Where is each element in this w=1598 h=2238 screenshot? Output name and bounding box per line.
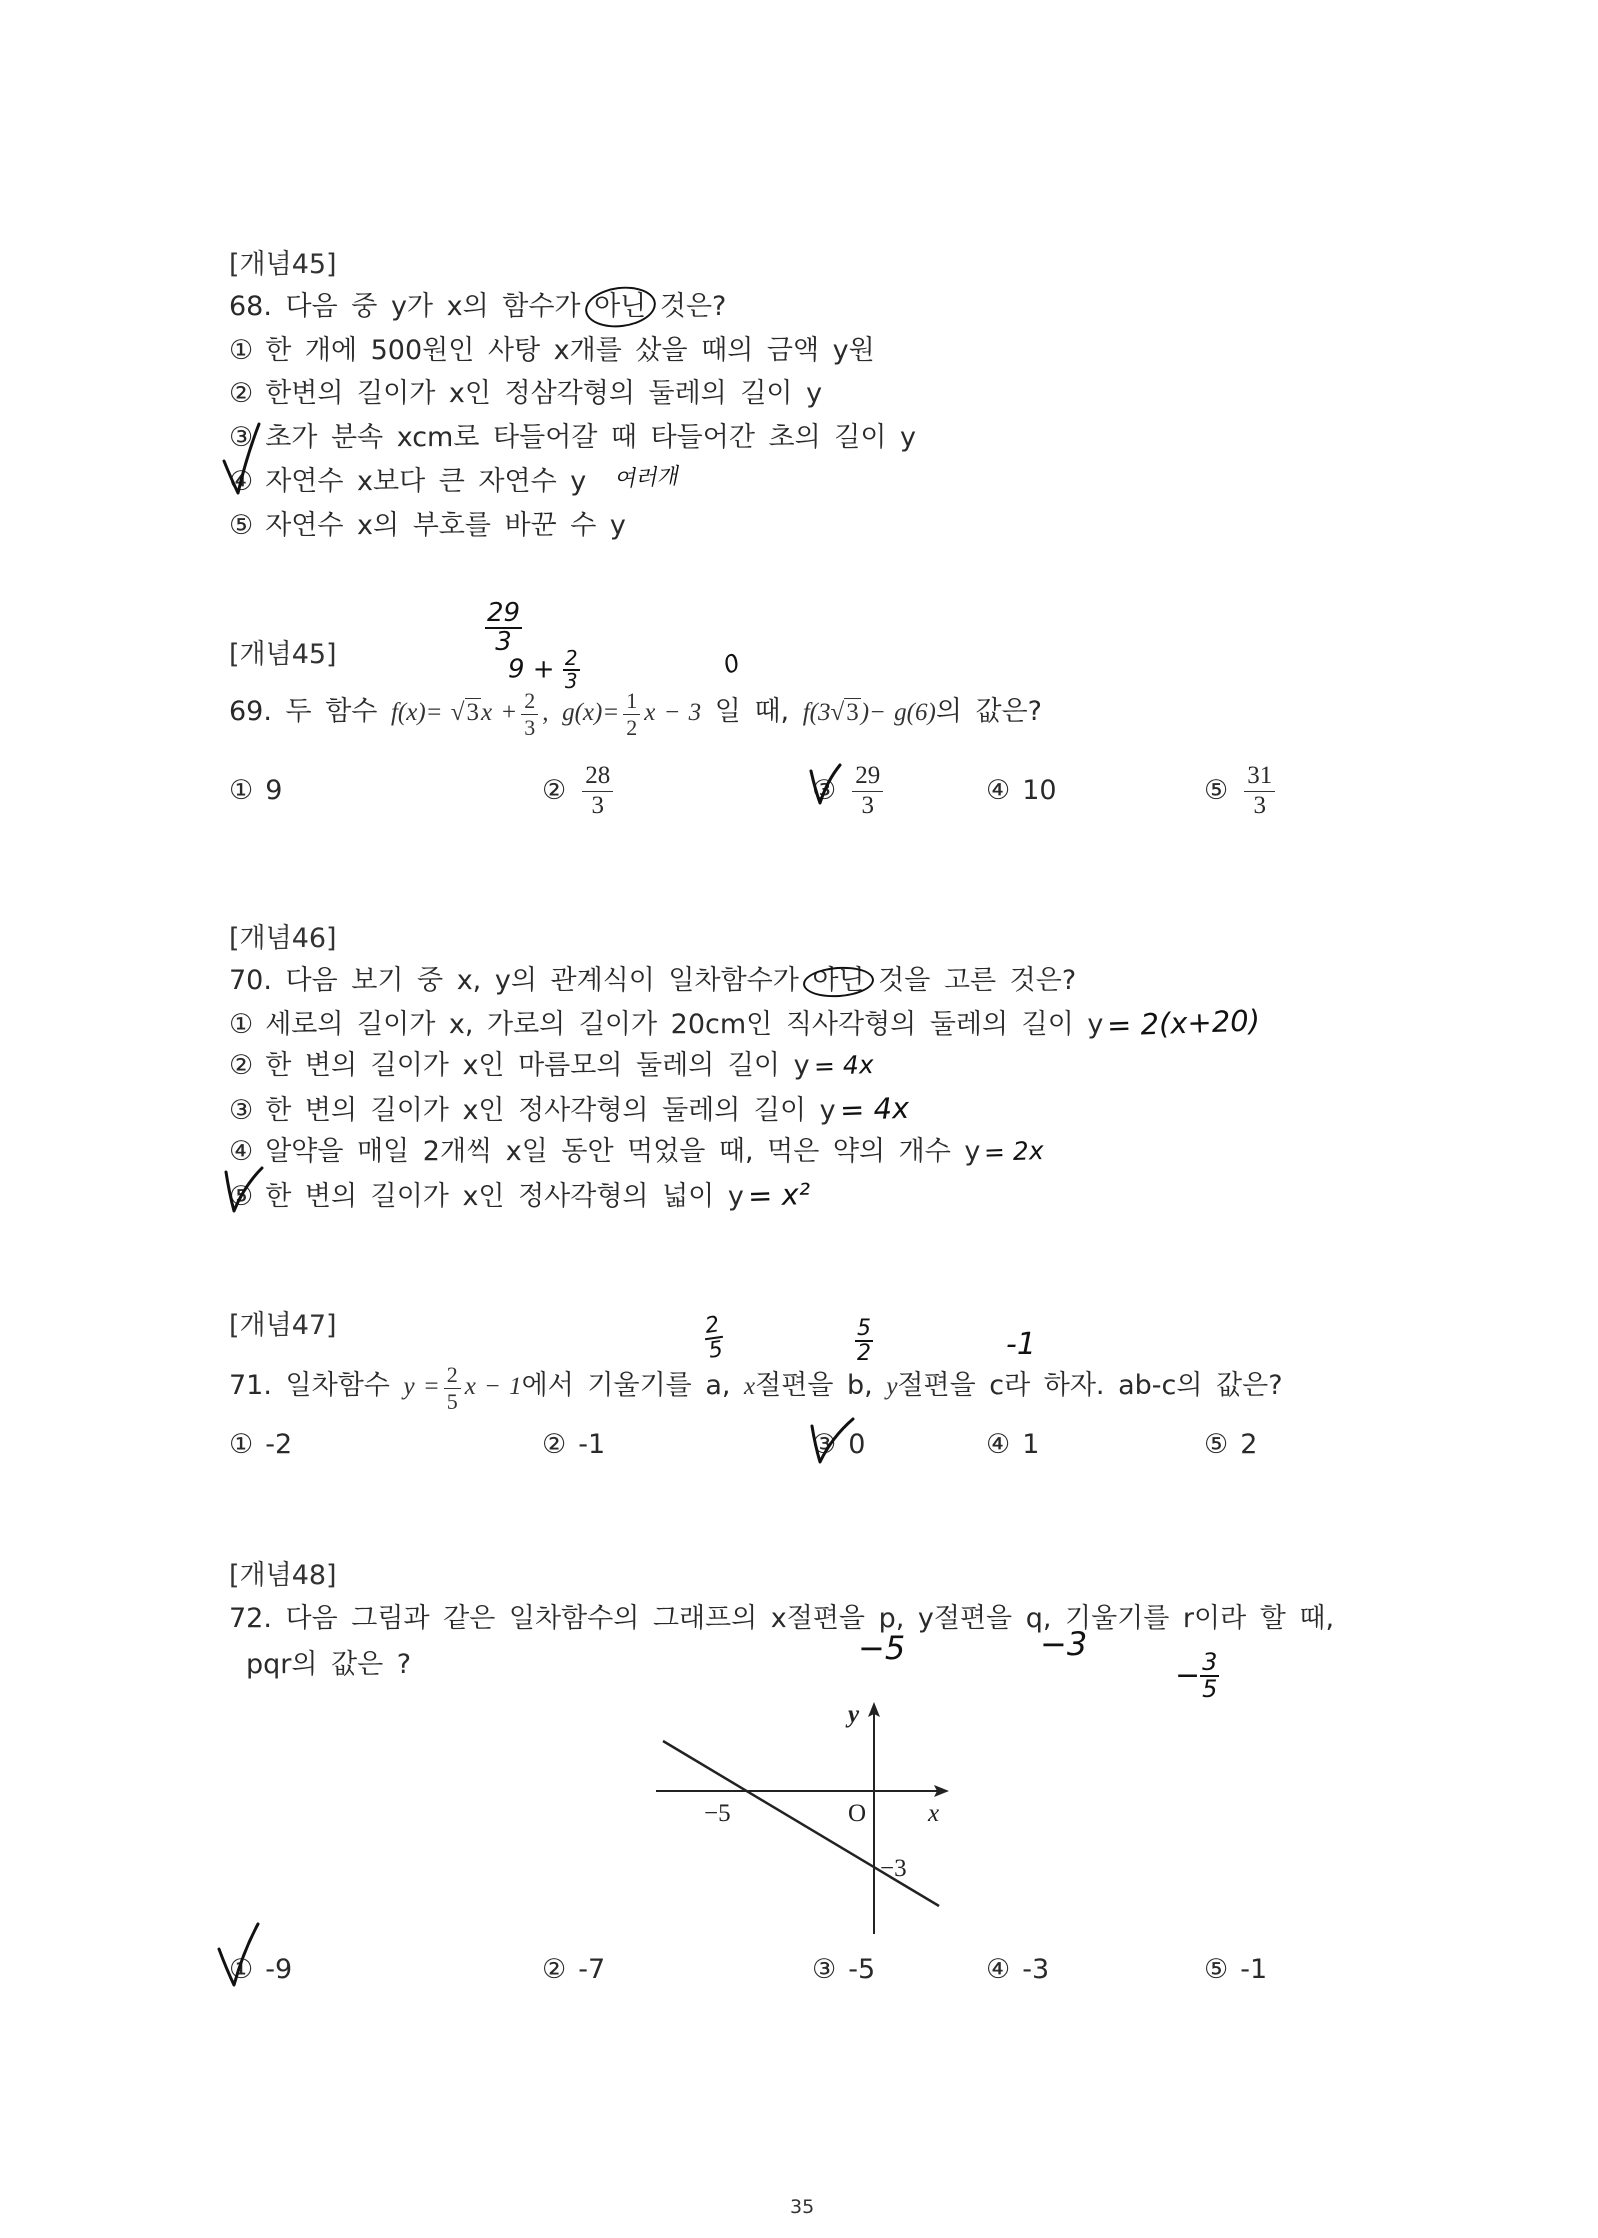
handwritten-y-intercept: -1 <box>1006 1327 1036 1362</box>
choice-5[interactable] <box>1204 760 1279 822</box>
x-variable: x <box>744 1373 756 1400</box>
choice-text: 한변의 길이가 x인 정삼각형의 둘레의 길이 y <box>265 378 823 409</box>
choice-mark: ② <box>542 775 567 806</box>
handwritten-formula: = 2(x+20) <box>1106 1003 1261 1043</box>
choice-3[interactable] <box>229 416 916 460</box>
denominator: 2 <box>623 714 640 740</box>
choice-mark: ④ <box>229 1136 254 1167</box>
math-expression-f <box>390 688 549 740</box>
choice-mark: ① <box>229 1954 254 1985</box>
stem-text: 의 값은? <box>935 696 1043 727</box>
choice-text: 한 변의 길이가 x인 정사각형의 넓이 y <box>265 1181 744 1212</box>
choice-text: 세로의 길이가 x, 가로의 길이가 20cm인 직사각형의 둘레의 길이 y <box>265 1009 1104 1040</box>
concept-tag: [개념48] <box>229 1560 337 1591</box>
stem-text: 다음 그림과 같은 일차함수의 그래프의 x절편을 p, y절편을 q, 기울기를 r이라 할 때, <box>285 1603 1335 1634</box>
choice-mark: ③ <box>229 422 254 453</box>
stem-text: 절편을 b, <box>755 1370 873 1401</box>
denominator: 3 <box>1244 791 1275 821</box>
question-number: 69. <box>229 696 272 727</box>
comma: , <box>542 699 549 726</box>
question-number: 68. <box>229 291 272 322</box>
denominator: 3 <box>582 791 613 821</box>
f-lhs: f(x)= <box>390 699 443 726</box>
choice-value: 2 <box>1240 1429 1258 1460</box>
question-71-stem <box>229 1355 1283 1417</box>
numerator: 1 <box>626 688 638 714</box>
choice-text: 자연수 x보다 큰 자연수 y <box>265 466 587 497</box>
question-68-stem <box>229 285 726 329</box>
choice-2[interactable] <box>229 372 822 416</box>
concept-tag: [개념47] <box>229 1310 337 1341</box>
question-72-stem <box>229 1597 1334 1641</box>
g-rest: x − 3 <box>644 699 702 726</box>
choice-mark: ④ <box>986 775 1011 806</box>
choice-5[interactable] <box>229 1173 810 1217</box>
question-69-choices <box>0 760 1598 822</box>
choice-5[interactable] <box>229 504 626 548</box>
math-expression-g <box>562 688 702 740</box>
stem-text: 일차함수 <box>285 1370 390 1401</box>
choice-mark: ② <box>229 378 254 409</box>
choice-mark: ⑤ <box>229 1181 254 1212</box>
numerator: 29 <box>487 598 521 628</box>
handwritten-r-value <box>1175 1650 1219 1702</box>
handwritten-fraction <box>1200 1650 1219 1702</box>
stem-text: 일 때, <box>714 696 790 727</box>
choice-text: 자연수 x의 부호를 바꾼 수 y <box>265 510 626 541</box>
choice-mark: ② <box>542 1954 567 1985</box>
circled-word <box>812 959 864 1003</box>
choice-text: 한 변의 길이가 x인 마름모의 둘레의 길이 y <box>265 1050 810 1081</box>
choice-mark: ④ <box>986 1954 1011 1985</box>
numerator: 2 <box>564 646 578 670</box>
question-number: 70. <box>229 965 272 996</box>
stem-text: 절편을 c라 하자. ab-c의 값은? <box>897 1370 1283 1401</box>
handwritten-q-value: −3 <box>1040 1625 1088 1663</box>
expr-lhs: f(3 <box>802 699 831 726</box>
fraction <box>623 688 640 740</box>
stem-text: 것은? <box>659 291 727 322</box>
radical-sign: √ <box>450 699 465 726</box>
choice-text: 한 변의 길이가 x인 정사각형의 둘레의 길이 y <box>265 1095 836 1126</box>
math-expression <box>403 1362 522 1414</box>
handwritten-check-icon <box>805 759 847 809</box>
radical-sign: √ <box>830 699 845 726</box>
denominator: 3 <box>852 791 883 821</box>
choice-mark: ⑤ <box>229 510 254 541</box>
choice-mark: ③ <box>812 775 837 806</box>
radicand: 3 <box>466 699 480 726</box>
denominator: 5 <box>705 1336 726 1363</box>
eq-rhs: x − 1 <box>464 1373 522 1400</box>
numerator: 28 <box>585 762 611 790</box>
choice-value: -3 <box>1022 1954 1050 1985</box>
g-lhs: g(x)= <box>562 699 620 726</box>
handwritten-formula: = 4x <box>839 1090 910 1128</box>
choice-mark: ③ <box>229 1095 254 1126</box>
choice-mark: ⑤ <box>1204 1954 1229 1985</box>
choice-mark: ③ <box>812 1954 837 1985</box>
choice-value: -1 <box>578 1429 606 1460</box>
expr-rhs: )− g(6) <box>860 699 936 726</box>
stem-text: 다음 보기 중 x, y의 관계식이 일차함수가 <box>285 965 799 996</box>
handwritten-p-value: −5 <box>858 1629 906 1667</box>
choice-mark: ① <box>229 1009 254 1040</box>
choice-1[interactable] <box>229 329 875 373</box>
handwritten-check-icon <box>218 418 266 500</box>
concept-tag: [개념45] <box>229 249 337 280</box>
choice-value: 0 <box>848 1429 866 1460</box>
fraction <box>444 1362 461 1414</box>
page-number: 35 <box>790 2196 815 2218</box>
circled-word <box>594 285 646 329</box>
choice-text: 초가 분속 xcm로 타들어갈 때 타들어간 초의 길이 y <box>265 422 916 453</box>
x-intercept-label: −5 <box>704 1800 731 1827</box>
numerator: 2 <box>446 1362 458 1388</box>
handwritten-formula: = 2x <box>983 1135 1045 1168</box>
numerator: 29 <box>855 762 881 790</box>
stem-text: 것을 고른 것은? <box>878 965 1077 996</box>
fraction <box>852 762 883 821</box>
numerator: 3 <box>1202 1648 1218 1676</box>
numerator: 2 <box>703 1312 721 1339</box>
choice-value: -5 <box>848 1954 876 1985</box>
choice-2[interactable] <box>229 1044 873 1088</box>
choice-mark: ④ <box>229 466 254 497</box>
handwritten-sum: 9 + <box>508 654 555 685</box>
handwritten-check-icon <box>220 1162 268 1217</box>
handwritten-g-value: 0 <box>719 648 744 680</box>
choice-mark: ① <box>229 1429 254 1460</box>
question-72-stem-cont: pqr의 값은 ? <box>246 1649 412 1680</box>
choice-text: 한 개에 500원인 사탕 x개를 샀을 때의 금액 y원 <box>265 335 875 366</box>
choice-mark: ① <box>229 335 254 366</box>
choice-mark: ③ <box>812 1429 837 1460</box>
numerator: 2 <box>524 688 536 714</box>
choice-5[interactable] <box>1204 1939 1267 2001</box>
math-expression-eval <box>803 699 936 726</box>
choice-2[interactable] <box>542 1939 605 2001</box>
choice-value: 9 <box>265 775 283 806</box>
choice-mark: ④ <box>986 1429 1011 1460</box>
origin-label: O <box>848 1800 867 1827</box>
y-intercept-label: −3 <box>880 1855 907 1882</box>
choice-3[interactable] <box>229 1087 909 1131</box>
choice-value: -7 <box>578 1954 606 1985</box>
circled-word-text: 아닌 <box>594 291 647 322</box>
choice-4[interactable] <box>229 460 678 504</box>
handwritten-formula: = x² <box>747 1176 811 1214</box>
choice-1[interactable] <box>229 1001 1260 1045</box>
eq-lhs: y = <box>403 1373 440 1400</box>
choice-5[interactable] <box>1204 1414 1257 1476</box>
handwritten-check-icon <box>213 1918 265 1991</box>
fraction <box>1244 762 1275 821</box>
square-root <box>831 682 861 744</box>
f-var: x + <box>481 699 518 726</box>
choice-4[interactable] <box>229 1130 1044 1174</box>
fraction <box>521 688 538 740</box>
question-70-stem <box>229 959 1076 1003</box>
concept-tag: [개념46] <box>229 923 337 954</box>
choice-value: -2 <box>265 1429 293 1460</box>
choice-4[interactable] <box>986 1414 1039 1476</box>
handwritten-formula: = 4x <box>813 1049 874 1082</box>
numerator: 31 <box>1247 762 1273 790</box>
denominator: 3 <box>521 714 538 740</box>
numerator: 5 <box>857 1316 871 1341</box>
choice-4[interactable] <box>986 760 1057 822</box>
stem-text: 에서 기울기를 a, <box>521 1370 731 1401</box>
concept-tag: [개념45] <box>229 639 337 670</box>
fraction <box>582 762 613 821</box>
choice-text: 알약을 매일 2개씩 x일 동안 먹었을 때, 먹은 약의 개수 y <box>265 1136 981 1167</box>
denominator: 3 <box>564 669 578 693</box>
stem-text: 두 함수 <box>285 696 378 727</box>
choice-value: -9 <box>265 1954 293 1985</box>
choice-mark: ⑤ <box>1204 775 1229 806</box>
handwritten-check-icon <box>806 1413 858 1468</box>
x-axis-label: x <box>928 1800 940 1827</box>
square-root <box>451 682 481 744</box>
circled-word-text: 아닌 <box>812 965 865 996</box>
question-number: 72. <box>229 1603 272 1634</box>
denominator: 5 <box>444 1388 461 1414</box>
denominator: 3 <box>485 627 522 656</box>
choice-1[interactable] <box>229 760 282 822</box>
handwritten-note: 여러개 <box>613 464 679 493</box>
choice-value: -1 <box>1240 1954 1268 1985</box>
stem-text: 다음 중 y가 x의 함수가 <box>285 291 581 322</box>
question-71-choices <box>0 1414 1598 1476</box>
choice-value: 10 <box>1022 775 1057 806</box>
choice-3[interactable] <box>812 1939 875 2001</box>
question-number: 71. <box>229 1370 272 1401</box>
choice-2[interactable] <box>542 1414 605 1476</box>
choice-4[interactable] <box>986 1939 1049 2001</box>
choice-value: 1 <box>1022 1429 1040 1460</box>
y-axis-label: y <box>848 1701 860 1728</box>
minus-sign: − <box>1175 1658 1201 1694</box>
denominator: 5 <box>1202 1675 1218 1704</box>
linear-function-graph <box>652 1698 952 1938</box>
choice-mark: ② <box>229 1050 254 1081</box>
question-69-stem <box>229 681 1042 743</box>
radicand: 3 <box>846 699 859 726</box>
choice-1[interactable] <box>229 1414 292 1476</box>
denominator: 2 <box>857 1341 871 1367</box>
choice-mark: ① <box>229 775 254 806</box>
choice-mark: ② <box>542 1429 567 1460</box>
y-variable: y <box>886 1373 898 1400</box>
choice-mark: ⑤ <box>1204 1429 1229 1460</box>
choice-2[interactable] <box>542 760 617 822</box>
